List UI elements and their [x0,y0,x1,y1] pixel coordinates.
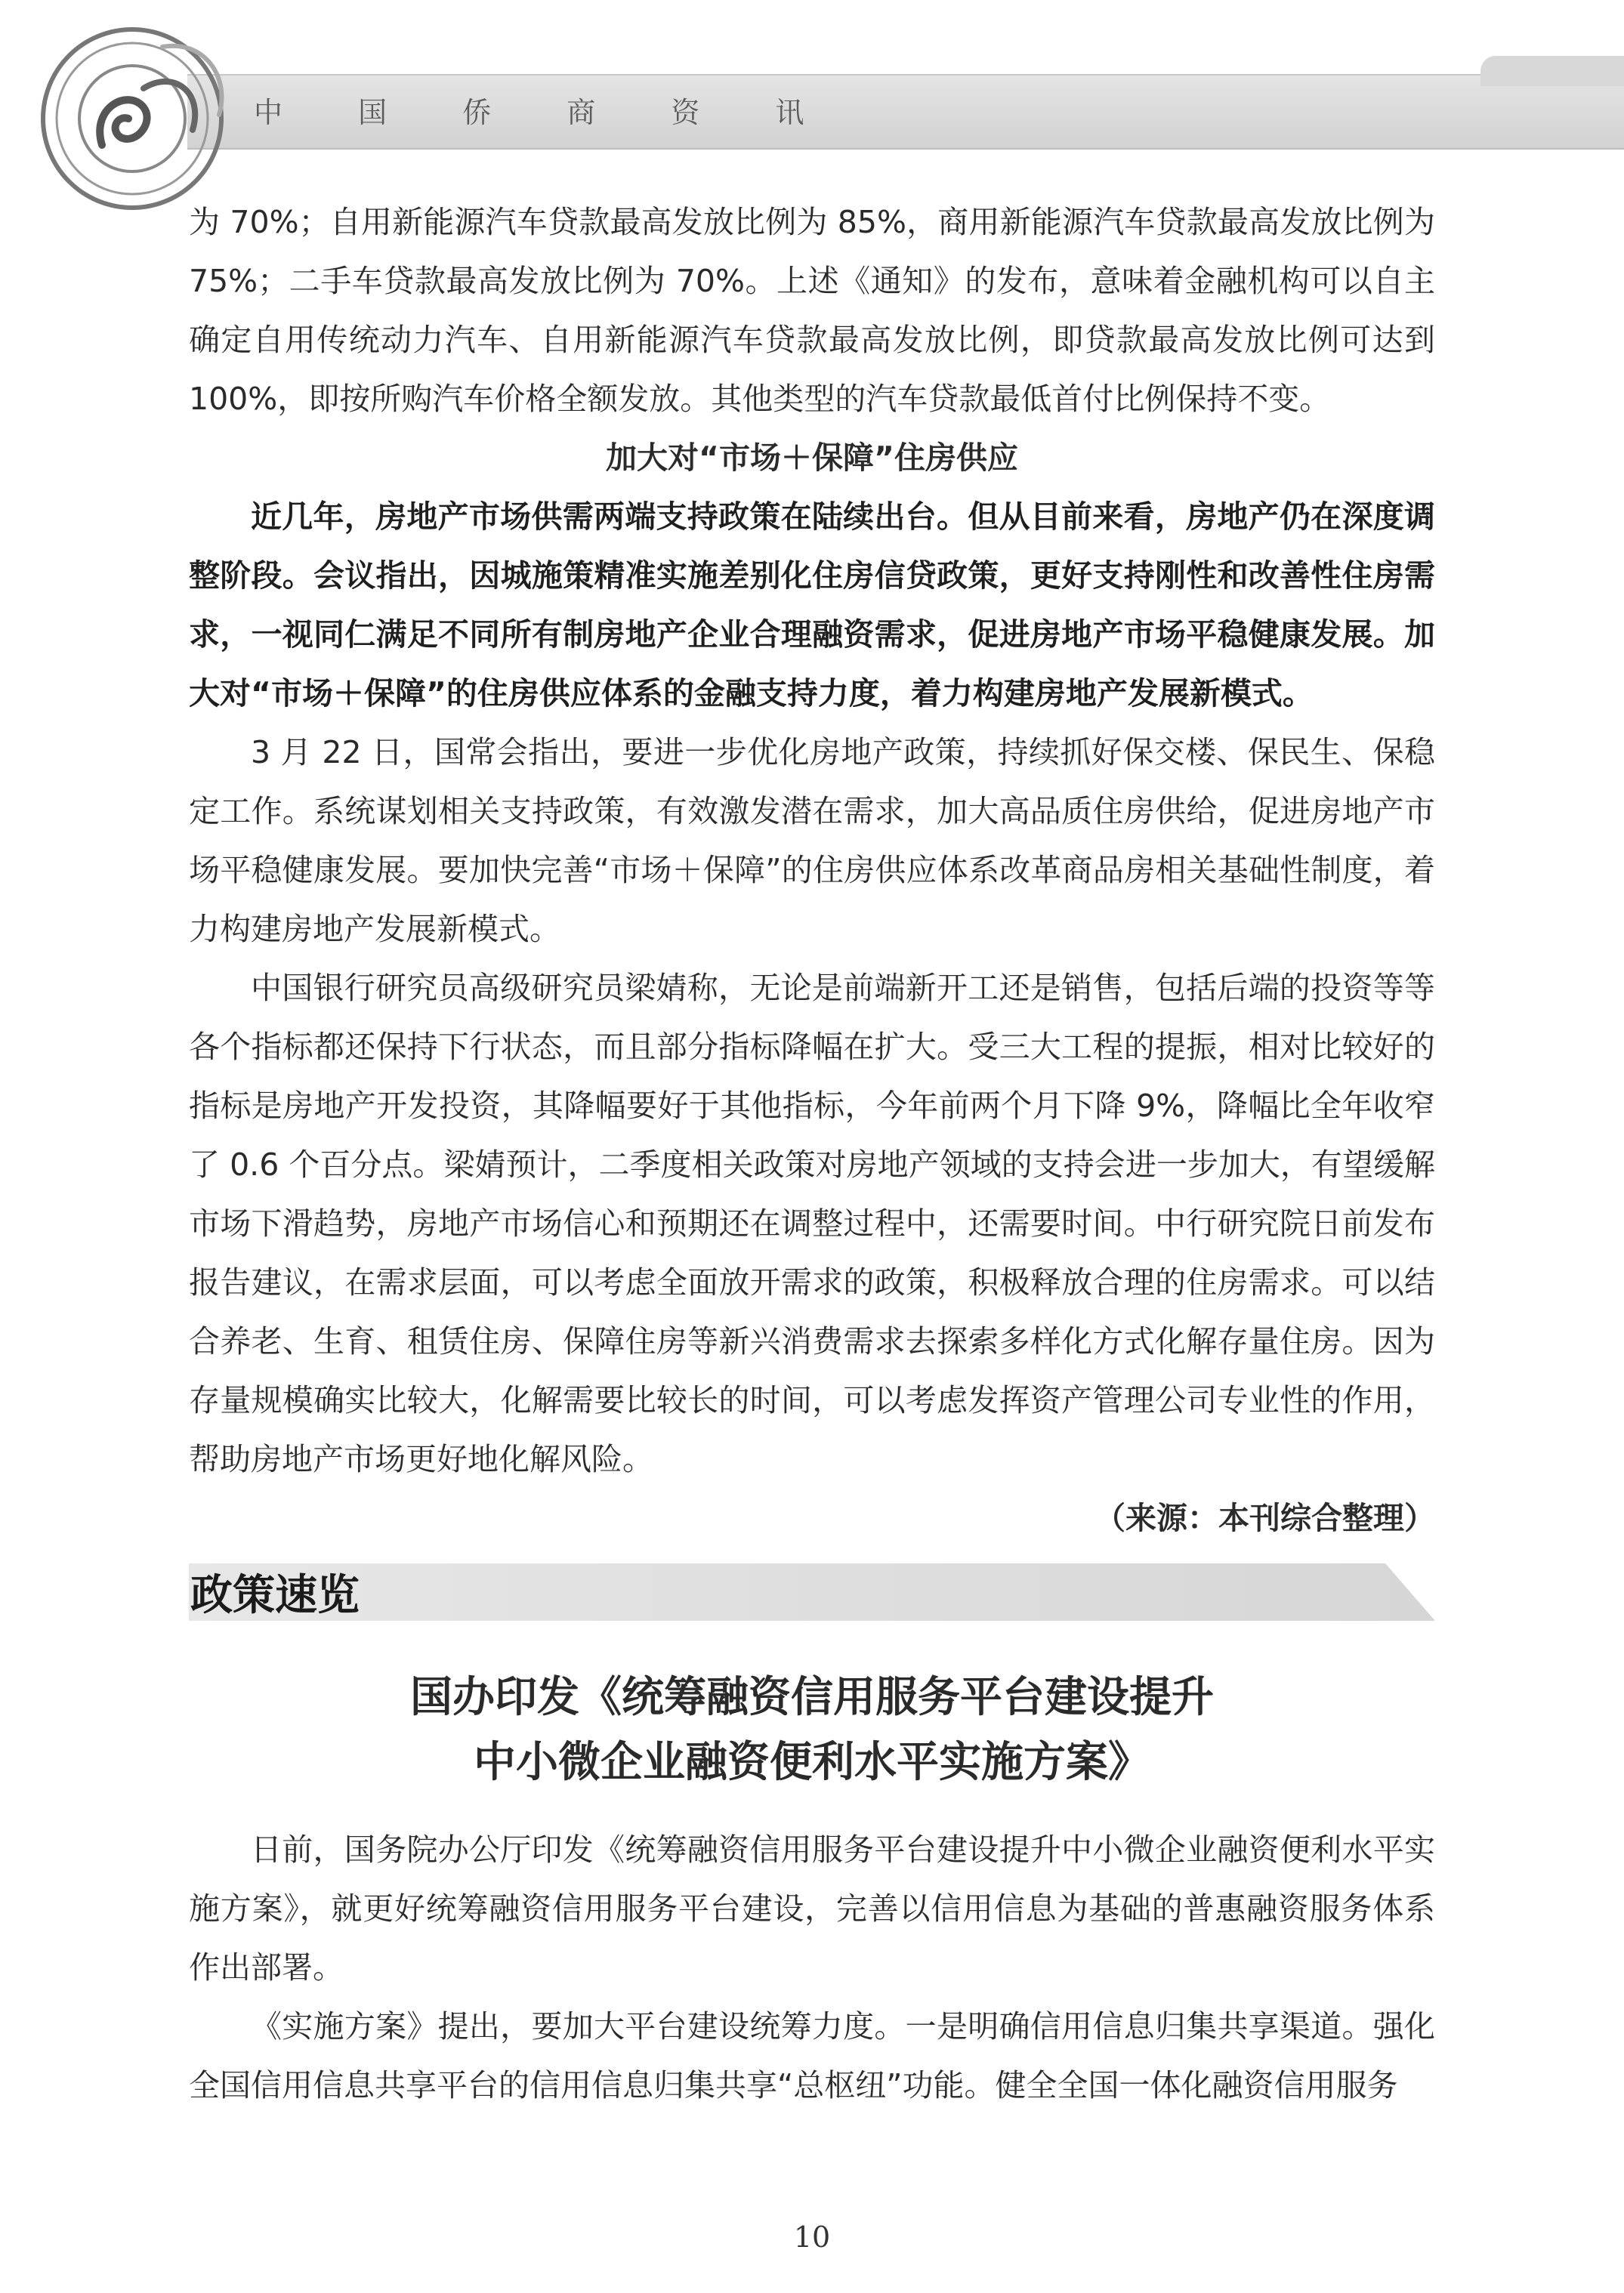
section-title: 政策速览 [190,1570,360,1620]
paragraph-expert-view: 中国银行研究员高级研究员梁婧称，无论是前端新开工还是销售，包括后端的投资等等各个指标都还保持下行状态，而且部分指标降幅在扩大。受三大工程的提振，相对比较好的指标是房地产开发投资，其降幅要好于其他指标，今年前两个月下降 9%，降幅比全年收窄了 0.6 个百分点。梁婧预计，二季度相关政策对房地产领域的支持会进一步加大，有望缓解市场下滑趋势，房地产市场信心和预期还在调整过程中，还需要时间。中行研究院日前发布报告建议，在需求层面，可以考虑全面放开需求的政策，积极释放合理的住房需求。可以结合养老、生育、租赁住房、保障住房等新兴消费需求去探索多样化方式化解存量住房。因为存量规模确实比较大，化解需要比较长的时间，可以考虑发挥资产管理公司专业性的作用，帮助房地产市场更好地化解风险。 [189,970,1435,1477]
source-note: （来源：本刊综合整理） [1095,1500,1435,1536]
header-accent [1480,56,1624,86]
paragraph-auto-loan: 为 70%；自用新能源汽车贷款最高发放比例为 85%，商用新能源汽车贷款最高发放比例为 75%；二手车贷款最高发放比例为 70%。上述《通知》的发布，意味着金融机构可以自主确定自用传统动力汽车、自用新能源汽车贷款最高发放比例，即贷款最高发放比例可达到 100%，即按所购汽车价格全额发放。其他类型的汽车贷款最低首付比例保持不变。 [189,204,1435,417]
article2-body [189,1820,1435,2115]
article-body [189,193,1435,1548]
article-title-line-2: 中小微企业融资便利水平实施方案》 [474,1738,1150,1787]
subheading-housing-supply: 加大对“市场＋保障”住房供应 [606,440,1018,476]
paragraph-state-council: 3 月 22 日，国常会指出，要进一步优化房地产政策，持续抓好保交楼、保民生、保稳定工作。系统谋划相关支持政策，有效激发潜在需求，加大高品质住房供给，促进房地产市场平稳健康发展。要加快完善“市场＋保障”的住房供应体系改革商品房相关基础性制度，着力构建房地产发展新模式。 [189,734,1435,947]
article-title-line-1: 国办印发《统筹融资信用服务平台建设提升 [410,1673,1214,1722]
paragraph-implementation: 《实施方案》提出，要加大平台建设统筹力度。一是明确信用信息归集共享渠道。强化全国信用信息共享平台的信用信息归集共享“总枢纽”功能。健全全国一体化融资信用服务 [189,2008,1435,2103]
paragraph-announcement: 日前，国务院办公厅印发《统筹融资信用服务平台建设提升中小微企业融资便利水平实施方案》，就更好统筹融资信用服务平台建设，完善以信用信息为基础的普惠融资服务体系作出部署。 [189,1832,1435,1986]
section-bar [189,1563,1435,1621]
article-title [189,1665,1435,1795]
header-title: 中 国 侨 商 资 讯 [254,96,838,129]
page-number: 10 [793,2220,831,2254]
paragraph-real-estate-policy: 近几年，房地产市场供需两端支持政策在陆续出台。但从目前来看，房地产仍在深度调整阶段。会议指出，因城施策精准实施差别化住房信贷政策，更好支持刚性和改善性住房需求，一视同仁满足不同所有制房地产企业合理融资需求，促进房地产市场平稳健康发展。加大对“市场＋保障”的住房供应体系的金融支持力度，着力构建房地产发展新模式。 [189,498,1435,711]
publication-logo-icon [30,17,234,221]
